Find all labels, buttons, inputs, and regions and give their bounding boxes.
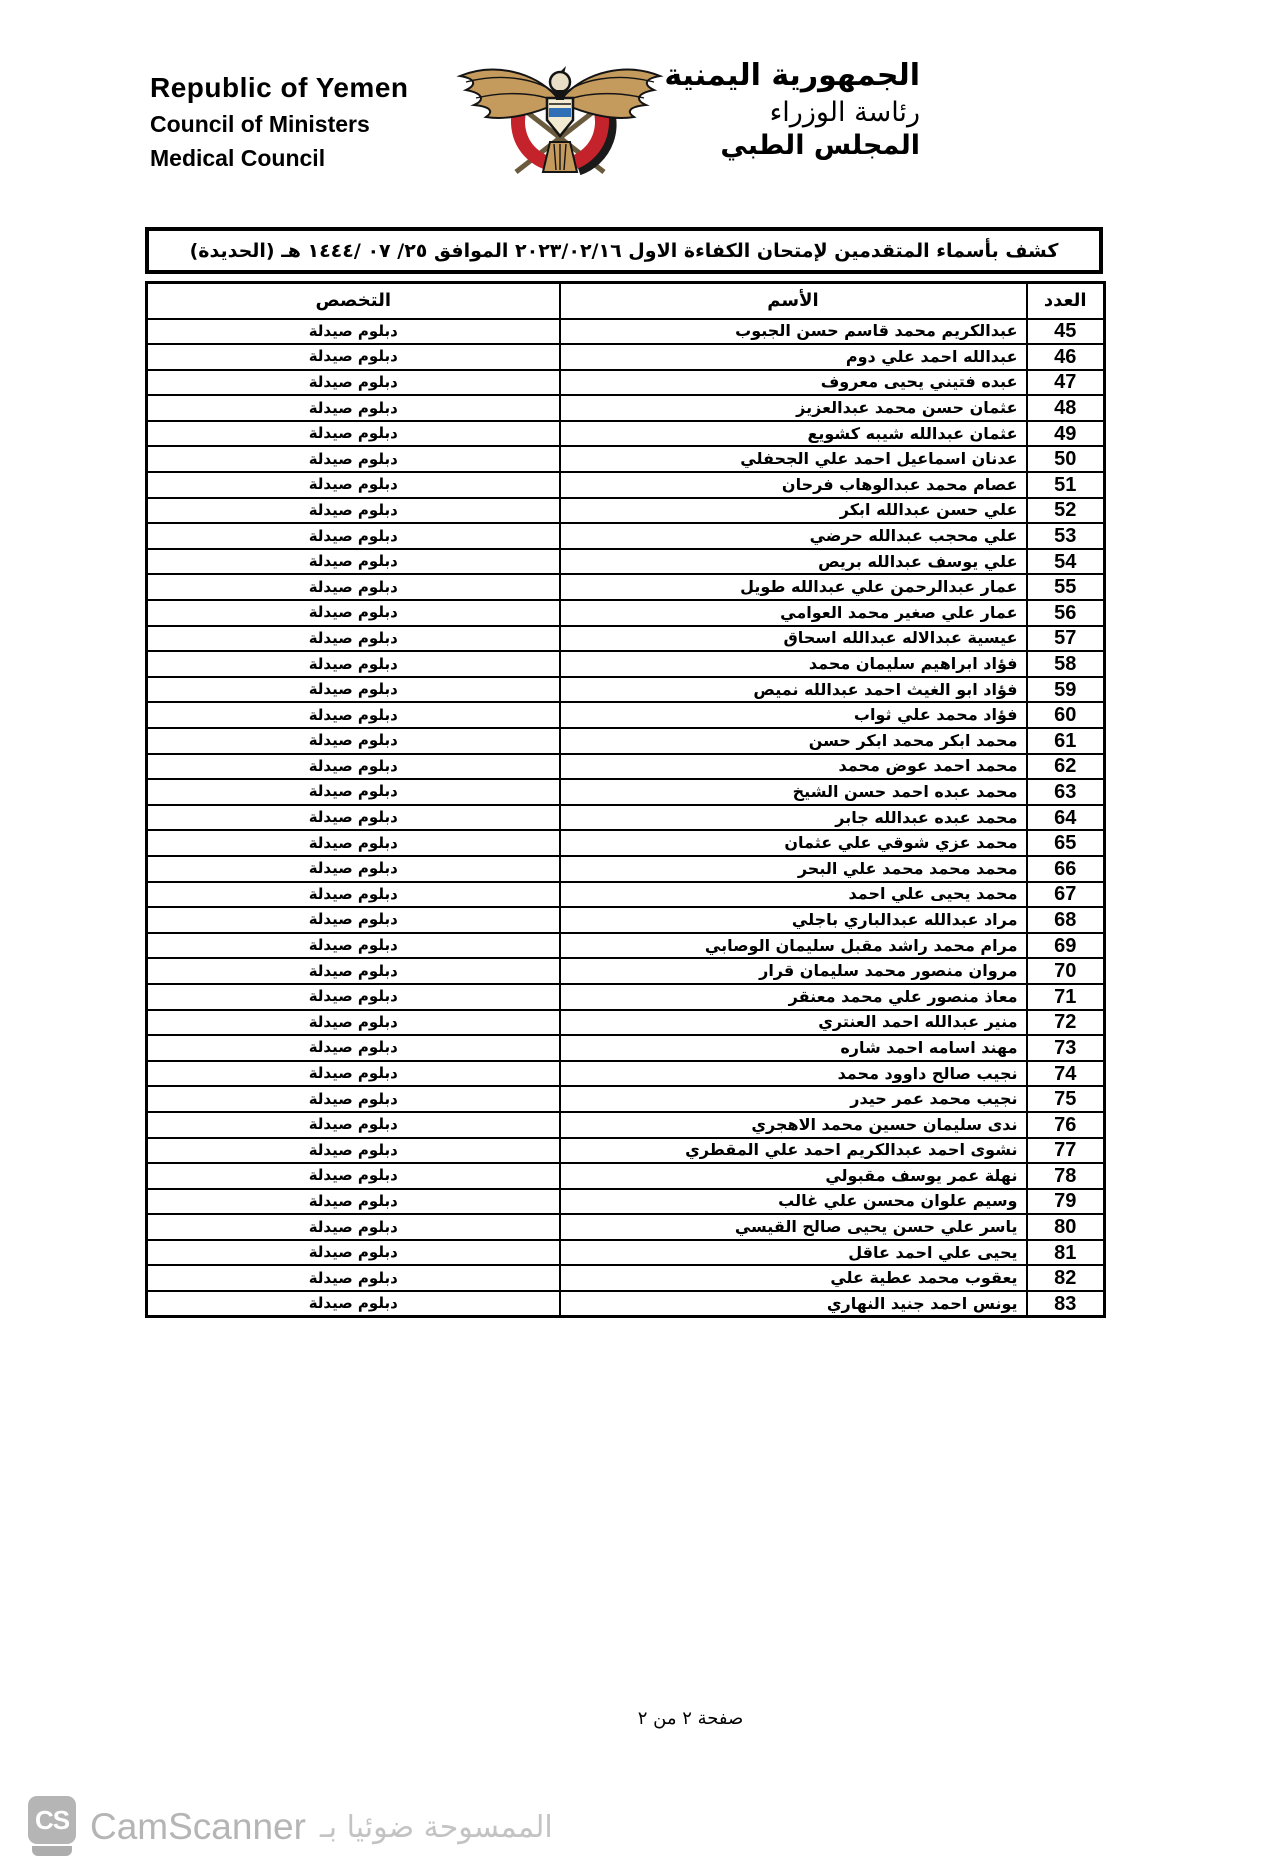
table-header-row [147, 283, 1105, 319]
exam-title: كشف بأسماء المتقدمين لإمتحان الكفاءة الاول ٢٠٢٣/٠٢/١٦ الموافق ٢٥/ ٠٧ /١٤٤٤ هـ (الحديدة) [189, 239, 1059, 262]
table-row [147, 1138, 1105, 1164]
row-number-cell: 73 [1027, 1035, 1105, 1061]
row-name-cell: عبدالكريم محمد قاسم حسن الجبوب [560, 319, 1027, 345]
row-name-cell: ندى سليمان حسين محمد الاهجري [560, 1112, 1027, 1138]
row-name-cell: محمد محمد محمد علي البحر [560, 856, 1027, 882]
row-number-cell: 58 [1027, 651, 1105, 677]
row-name-cell: علي يوسف عبدالله بريص [560, 549, 1027, 575]
row-name-cell: محمد عبده عبدالله جابر [560, 805, 1027, 831]
row-number-cell: 74 [1027, 1061, 1105, 1087]
row-number-cell: 51 [1027, 472, 1105, 498]
row-number-cell: 70 [1027, 958, 1105, 984]
table-row [147, 702, 1105, 728]
row-specialty-cell: دبلوم صيدلة [147, 370, 560, 396]
row-specialty-cell: دبلوم صيدلة [147, 754, 560, 780]
row-number-cell: 55 [1027, 574, 1105, 600]
row-number-cell: 52 [1027, 498, 1105, 524]
table-row [147, 523, 1105, 549]
applicants-table [145, 281, 1106, 1318]
row-specialty-cell: دبلوم صيدلة [147, 805, 560, 831]
table-row [147, 600, 1105, 626]
row-number-cell: 48 [1027, 395, 1105, 421]
row-name-cell: علي حسن عبدالله ابكر [560, 498, 1027, 524]
table-row [147, 421, 1105, 447]
table-row [147, 1240, 1105, 1266]
row-name-cell: فؤاد ابو الغيث احمد عبدالله نميص [560, 677, 1027, 703]
row-specialty-cell: دبلوم صيدلة [147, 830, 560, 856]
row-name-cell: نشوى احمد عبدالكريم احمد علي المقطري [560, 1138, 1027, 1164]
row-specialty-cell: دبلوم صيدلة [147, 1163, 560, 1189]
table-row [147, 856, 1105, 882]
row-specialty-cell: دبلوم صيدلة [147, 421, 560, 447]
header-english [150, 72, 409, 172]
table-row [147, 1061, 1105, 1087]
table-row [147, 1265, 1105, 1291]
row-specialty-cell: دبلوم صيدلة [147, 1265, 560, 1291]
table-row [147, 574, 1105, 600]
row-specialty-cell: دبلوم صيدلة [147, 498, 560, 524]
row-name-cell: عصام محمد عبدالوهاب فرحان [560, 472, 1027, 498]
row-name-cell: عبدالله احمد علي دوم [560, 344, 1027, 370]
camscanner-bar [28, 1796, 553, 1858]
row-number-cell: 54 [1027, 549, 1105, 575]
row-name-cell: نهلة عمر يوسف مقبولي [560, 1163, 1027, 1189]
row-specialty-cell: دبلوم صيدلة [147, 319, 560, 345]
row-name-cell: فؤاد محمد علي ثواب [560, 702, 1027, 728]
row-name-cell: ياسر علي حسن يحيى صالح القيسي [560, 1214, 1027, 1240]
row-specialty-cell: دبلوم صيدلة [147, 779, 560, 805]
table-row [147, 882, 1105, 908]
row-name-cell: عمار عبدالرحمن علي عبدالله طويل [560, 574, 1027, 600]
table-row [147, 984, 1105, 1010]
row-number-cell: 56 [1027, 600, 1105, 626]
row-number-cell: 65 [1027, 830, 1105, 856]
row-specialty-cell: دبلوم صيدلة [147, 1112, 560, 1138]
col-header-name: الأسم [560, 283, 1027, 319]
row-name-cell: نجيب محمد عمر حيدر [560, 1086, 1027, 1112]
table-row [147, 651, 1105, 677]
table-row [147, 805, 1105, 831]
row-specialty-cell: دبلوم صيدلة [147, 523, 560, 549]
row-number-cell: 69 [1027, 933, 1105, 959]
row-number-cell: 81 [1027, 1240, 1105, 1266]
row-number-cell: 50 [1027, 446, 1105, 472]
row-specialty-cell: دبلوم صيدلة [147, 702, 560, 728]
row-specialty-cell: دبلوم صيدلة [147, 1138, 560, 1164]
table-row [147, 370, 1105, 396]
row-name-cell: مرام محمد راشد مقبل سليمان الوصابي [560, 933, 1027, 959]
table-row [147, 472, 1105, 498]
row-name-cell: يونس احمد جنيد النهاري [560, 1291, 1027, 1317]
table-row [147, 344, 1105, 370]
table-row [147, 395, 1105, 421]
row-specialty-cell: دبلوم صيدلة [147, 882, 560, 908]
row-number-cell: 64 [1027, 805, 1105, 831]
header-english-line2: Council of Ministers [150, 111, 370, 137]
row-name-cell: نجيب صالح داوود محمد [560, 1061, 1027, 1087]
row-name-cell: عمار علي صغير محمد العوامي [560, 600, 1027, 626]
row-specialty-cell: دبلوم صيدلة [147, 728, 560, 754]
table-row [147, 1291, 1105, 1317]
row-specialty-cell: دبلوم صيدلة [147, 1189, 560, 1215]
row-specialty-cell: دبلوم صيدلة [147, 984, 560, 1010]
applicants-table-body [147, 319, 1105, 1317]
row-specialty-cell: دبلوم صيدلة [147, 600, 560, 626]
camscanner-brand: CamScanner [90, 1806, 306, 1847]
row-name-cell: محمد احمد عوض محمد [560, 754, 1027, 780]
row-number-cell: 78 [1027, 1163, 1105, 1189]
table-row [147, 728, 1105, 754]
table-row [147, 830, 1105, 856]
row-name-cell: وسيم علوان محسن علي غالب [560, 1189, 1027, 1215]
table-row [147, 1163, 1105, 1189]
row-name-cell: محمد عزي شوقي علي عثمان [560, 830, 1027, 856]
table-row [147, 1189, 1105, 1215]
row-specialty-cell: دبلوم صيدلة [147, 1035, 560, 1061]
col-header-number: العدد [1027, 283, 1105, 319]
row-name-cell: محمد عبده احمد حسن الشيخ [560, 779, 1027, 805]
row-number-cell: 71 [1027, 984, 1105, 1010]
row-name-cell: مهند اسامه احمد شاره [560, 1035, 1027, 1061]
row-number-cell: 60 [1027, 702, 1105, 728]
header-english-line1: Republic of Yemen [150, 72, 409, 103]
row-specialty-cell: دبلوم صيدلة [147, 933, 560, 959]
page-footer [0, 1708, 1271, 1729]
row-specialty-cell: دبلوم صيدلة [147, 395, 560, 421]
row-specialty-cell: دبلوم صيدلة [147, 651, 560, 677]
row-number-cell: 63 [1027, 779, 1105, 805]
row-name-cell: يعقوب محمد عطية علي [560, 1265, 1027, 1291]
row-specialty-cell: دبلوم صيدلة [147, 574, 560, 600]
row-number-cell: 82 [1027, 1265, 1105, 1291]
row-number-cell: 53 [1027, 523, 1105, 549]
row-specialty-cell: دبلوم صيدلة [147, 549, 560, 575]
row-name-cell: مروان منصور محمد سليمان قرار [560, 958, 1027, 984]
row-specialty-cell: دبلوم صيدلة [147, 1291, 560, 1317]
row-name-cell: علي محجب عبدالله حرضي [560, 523, 1027, 549]
row-specialty-cell: دبلوم صيدلة [147, 958, 560, 984]
table-row [147, 446, 1105, 472]
row-number-cell: 67 [1027, 882, 1105, 908]
table-row [147, 1112, 1105, 1138]
row-name-cell: يحيى علي احمد عاقل [560, 1240, 1027, 1266]
table-row [147, 1035, 1105, 1061]
table-row [147, 779, 1105, 805]
row-number-cell: 75 [1027, 1086, 1105, 1112]
row-name-cell: منير عبدالله احمد العنتري [560, 1010, 1027, 1036]
table-row [147, 1214, 1105, 1240]
row-specialty-cell: دبلوم صيدلة [147, 472, 560, 498]
table-row [147, 549, 1105, 575]
table-row [147, 933, 1105, 959]
camscanner-arabic-label: الممسوحة ضوئيا بـ [319, 1809, 553, 1845]
row-specialty-cell: دبلوم صيدلة [147, 907, 560, 933]
row-specialty-cell: دبلوم صيدلة [147, 856, 560, 882]
row-name-cell: معاذ منصور علي محمد معنقر [560, 984, 1027, 1010]
roster-section [145, 227, 1103, 1318]
exam-title-box [145, 227, 1103, 274]
row-name-cell: عبده فتيني يحيى معروف [560, 370, 1027, 396]
table-row [147, 958, 1105, 984]
yemen-emblem-icon [450, 52, 670, 182]
table-row [147, 754, 1105, 780]
row-specialty-cell: دبلوم صيدلة [147, 344, 560, 370]
header-english-line3: Medical Council [150, 145, 326, 171]
page-number-label: صفحة ٢ من ٢ [637, 1708, 744, 1729]
table-row [147, 677, 1105, 703]
row-specialty-cell: دبلوم صيدلة [147, 446, 560, 472]
row-number-cell: 59 [1027, 677, 1105, 703]
row-number-cell: 57 [1027, 626, 1105, 652]
row-specialty-cell: دبلوم صيدلة [147, 677, 560, 703]
row-number-cell: 47 [1027, 370, 1105, 396]
header-arabic [664, 58, 920, 161]
row-number-cell: 80 [1027, 1214, 1105, 1240]
table-row [147, 907, 1105, 933]
row-name-cell: مراد عبدالله عبدالباري باجلي [560, 907, 1027, 933]
row-specialty-cell: دبلوم صيدلة [147, 1061, 560, 1087]
row-number-cell: 49 [1027, 421, 1105, 447]
row-name-cell: عيسية عبدالاله عبدالله اسحاق [560, 626, 1027, 652]
row-number-cell: 83 [1027, 1291, 1105, 1317]
row-name-cell: محمد ابكر محمد ابكر حسن [560, 728, 1027, 754]
row-number-cell: 77 [1027, 1138, 1105, 1164]
table-row [147, 626, 1105, 652]
row-number-cell: 68 [1027, 907, 1105, 933]
row-name-cell: عثمان عبدالله شيبه كشويع [560, 421, 1027, 447]
row-number-cell: 46 [1027, 344, 1105, 370]
header-arabic-line3: المجلس الطبي [720, 130, 920, 161]
header-arabic-line1: الجمهورية اليمنية [664, 58, 920, 93]
row-specialty-cell: دبلوم صيدلة [147, 1010, 560, 1036]
row-number-cell: 62 [1027, 754, 1105, 780]
header-arabic-line2: رئاسة الوزراء [769, 97, 920, 128]
row-number-cell: 45 [1027, 319, 1105, 345]
row-name-cell: فؤاد ابراهيم سليمان محمد [560, 651, 1027, 677]
row-specialty-cell: دبلوم صيدلة [147, 1214, 560, 1240]
row-name-cell: عثمان حسن محمد عبدالعزيز [560, 395, 1027, 421]
row-number-cell: 72 [1027, 1010, 1105, 1036]
row-number-cell: 76 [1027, 1112, 1105, 1138]
table-row [147, 319, 1105, 345]
row-specialty-cell: دبلوم صيدلة [147, 626, 560, 652]
row-specialty-cell: دبلوم صيدلة [147, 1240, 560, 1266]
row-specialty-cell: دبلوم صيدلة [147, 1086, 560, 1112]
row-name-cell: عدنان اسماعيل احمد علي الجحفلي [560, 446, 1027, 472]
camscanner-logo-icon: CS [28, 1796, 76, 1858]
row-number-cell: 79 [1027, 1189, 1105, 1215]
row-number-cell: 61 [1027, 728, 1105, 754]
row-number-cell: 66 [1027, 856, 1105, 882]
col-header-specialty: التخصص [147, 283, 560, 319]
table-row [147, 1086, 1105, 1112]
table-row [147, 498, 1105, 524]
row-name-cell: محمد يحيى علي احمد [560, 882, 1027, 908]
table-row [147, 1010, 1105, 1036]
